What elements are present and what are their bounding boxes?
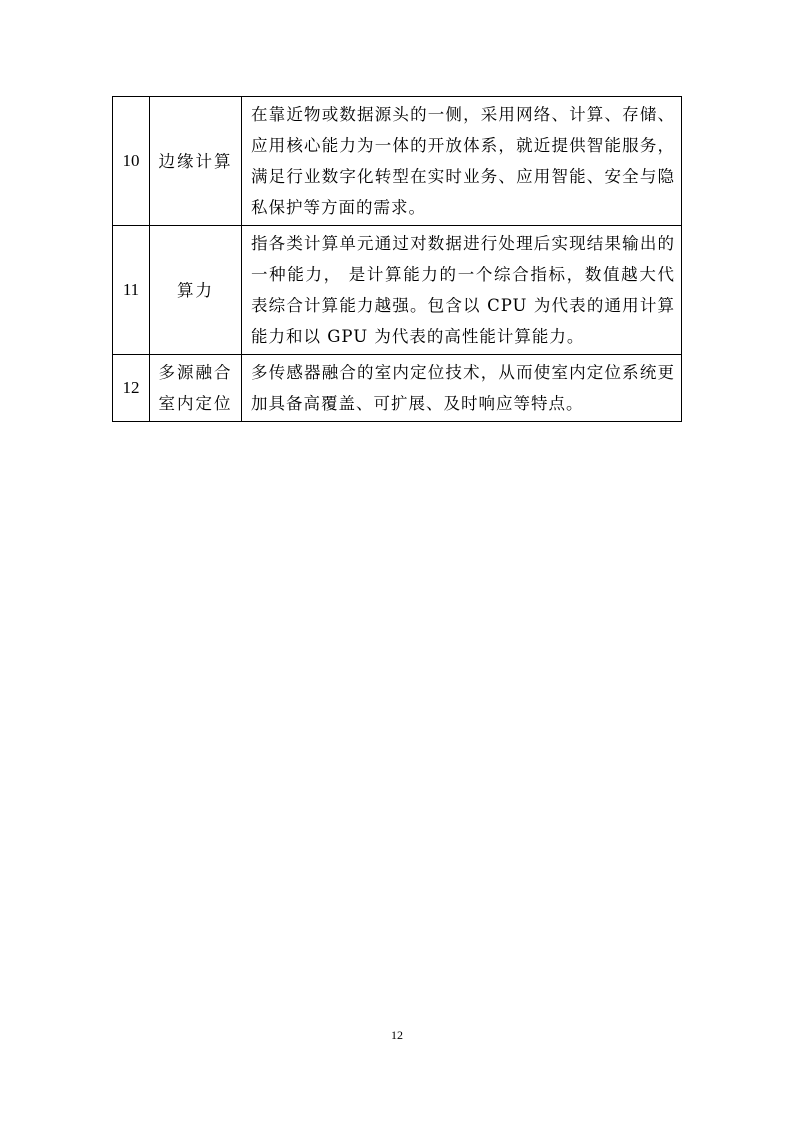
table-row — [113, 97, 682, 226]
row-number: 10 — [113, 97, 150, 226]
page-number: 12 — [391, 1028, 403, 1042]
term-cell: 多源融合室内定位 — [150, 355, 242, 422]
glossary-table — [112, 96, 682, 422]
term-cell: 边缘计算 — [150, 97, 242, 226]
description-cell: 多传感器融合的室内定位技术，从而使室内定位系统更加具备高覆盖、可扩展、及时响应等特点。 — [242, 355, 682, 422]
description-cell: 在靠近物或数据源头的一侧，采用网络、计算、存储、应用核心能力为一体的开放体系，就近提供智能服务，满足行业数字化转型在实时业务、应用智能、安全与隐私保护等方面的需求。 — [242, 97, 682, 226]
term-cell: 算力 — [150, 226, 242, 355]
table-row — [113, 226, 682, 355]
row-number: 11 — [113, 226, 150, 355]
row-number: 12 — [113, 355, 150, 422]
description-cell: 指各类计算单元通过对数据进行处理后实现结果输出的一种能力， 是计算能力的一个综合指标，数值越大代表综合计算能力越强。包含以 CPU 为代表的通用计算能力和以 GPU 为代表的高性能计算能力。 — [242, 226, 682, 355]
table-row — [113, 355, 682, 422]
